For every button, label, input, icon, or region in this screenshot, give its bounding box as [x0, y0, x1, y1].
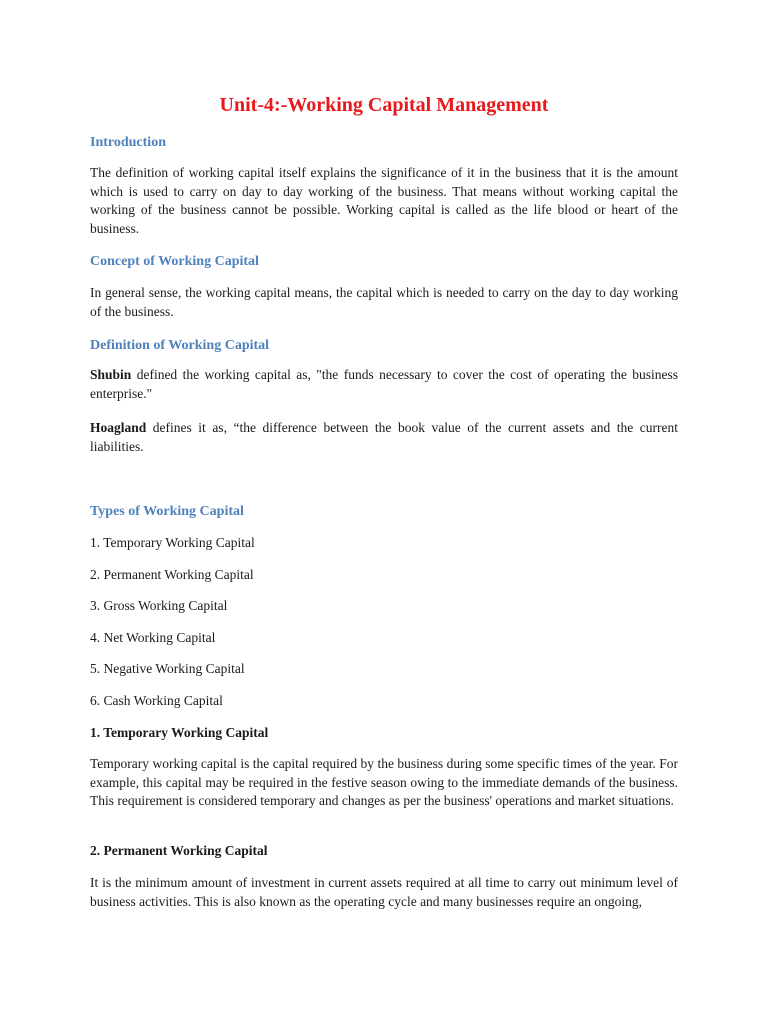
- definition-heading: Definition of Working Capital: [90, 338, 270, 353]
- types-list-item: 5. Negative Working Capital: [90, 661, 245, 676]
- temporary-heading: 1. Temporary Working Capital: [90, 725, 269, 740]
- shubin-quote: defined the working capital as, "the funds necessary to cover the cost of operating the business enterprise.": [90, 367, 678, 401]
- types-list-item: 6. Cash Working Capital: [90, 693, 223, 708]
- types-list-item: 1. Temporary Working Capital: [90, 535, 255, 550]
- types-list-item: 4. Net Working Capital: [90, 630, 216, 645]
- permanent-paragraph: It is the minimum amount of investment in current assets required at all time to carry out minimum level of business activities. This is also known as the operating cycle and many businesses require an ongoing,: [90, 875, 678, 909]
- introduction-heading: Introduction: [90, 135, 166, 150]
- concept-paragraph: In general sense, the working capital means, the capital which is needed to carry on the day to day working of the business.: [90, 285, 678, 319]
- shubin-definition: [90, 366, 678, 403]
- hoagland-quote: defines it as, “the difference between the book value of the current assets and the current liabilities.: [90, 420, 678, 454]
- types-heading: Types of Working Capital: [90, 504, 244, 519]
- types-list-item: 3. Gross Working Capital: [90, 598, 228, 613]
- hoagland-name: Hoagland: [90, 420, 147, 435]
- temporary-paragraph: Temporary working capital is the capital required by the business during some specific times of the year. For example, this capital may be required in the festive season owing to the immediate demands of the business. This requirement is considered temporary and changes as per the business' operations and market situations.: [90, 756, 678, 808]
- document-title: Unit-4:-Working Capital Management: [219, 94, 549, 116]
- concept-heading: Concept of Working Capital: [90, 254, 259, 269]
- introduction-paragraph: The definition of working capital itself explains the significance of it in the business that it is the amount which is used to carry on day to day working of the business. That means without working capital the working of the business cannot be possible. Working capital is called as the life blood or heart of the business.: [90, 165, 678, 236]
- shubin-name: Shubin: [90, 367, 132, 382]
- permanent-heading: 2. Permanent Working Capital: [90, 843, 268, 858]
- hoagland-definition: [90, 419, 678, 456]
- types-list-item: 2. Permanent Working Capital: [90, 567, 254, 582]
